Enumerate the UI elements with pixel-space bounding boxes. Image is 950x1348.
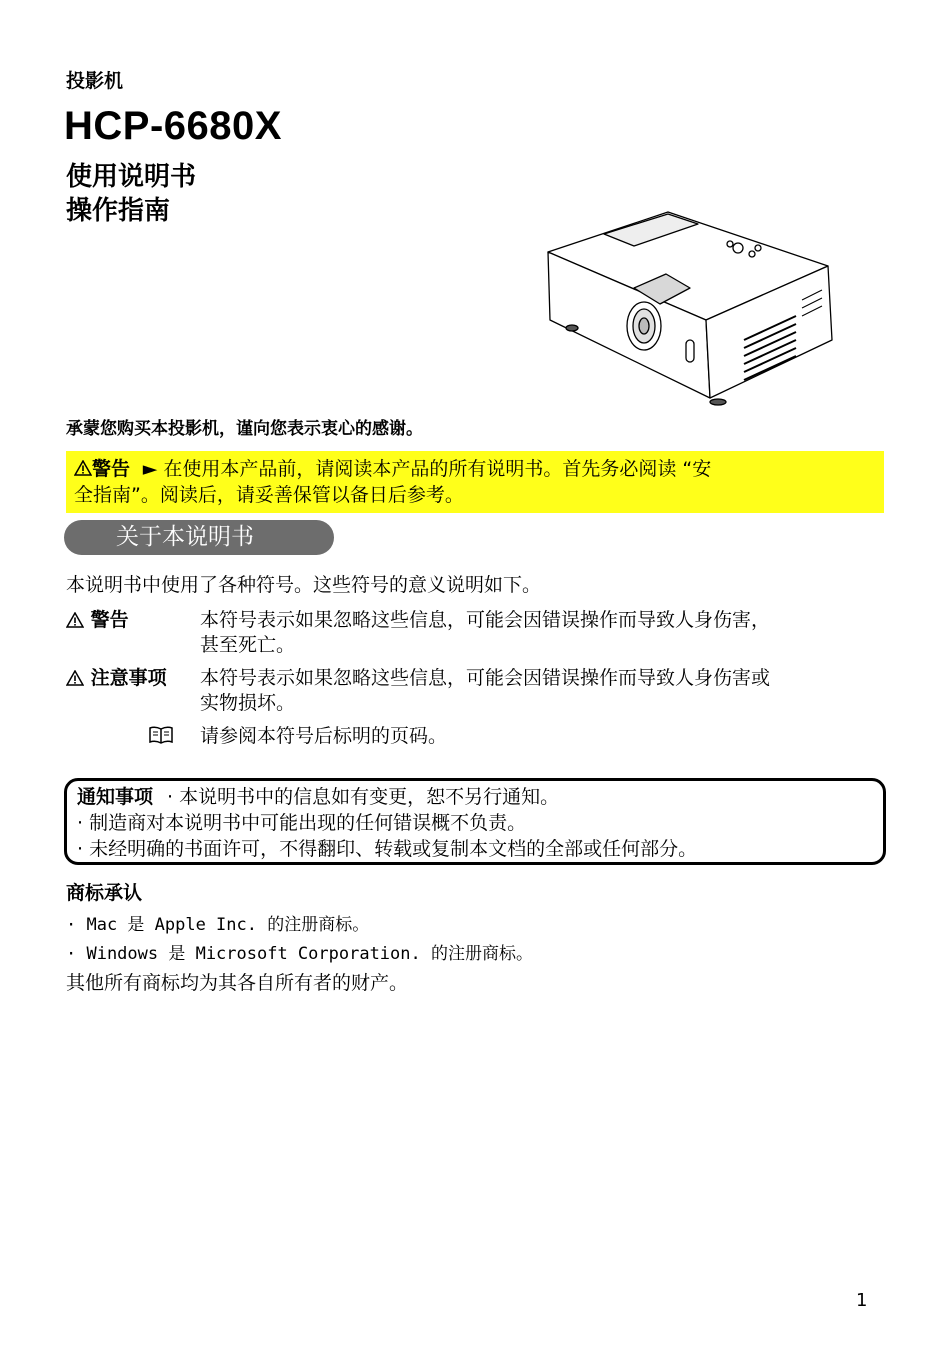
symbol-desc-line-1: 请参阅本符号后标明的页码。: [200, 725, 448, 747]
warning-tag-label: 警告: [92, 458, 131, 480]
warning-triangle-icon: [74, 460, 92, 476]
trademark-item: · Windows 是 Microsoft Corporation. 的注册商标。: [66, 944, 533, 964]
warning-triangle-icon: [66, 670, 84, 686]
symbol-row-caution: [66, 666, 896, 718]
notice-line-3: · 未经明确的书面许可，不得翻印、转载或复制本文档的全部或任何部分。: [77, 838, 698, 860]
symbol-description: [200, 724, 890, 749]
symbol-key-warning: [66, 608, 196, 633]
warning-triangle-icon: [66, 612, 84, 628]
thank-you-message: 承蒙您购买本投影机，谨向您表示衷心的感谢。: [66, 419, 423, 439]
trademarks-closing: 其他所有商标均为其各自所有者的财产。: [66, 972, 409, 994]
notice-tag: 通知事项: [77, 786, 154, 808]
symbols-intro: 本说明书中使用了各种符号。这些符号的意义说明如下。: [66, 574, 542, 596]
notice-line-1: · 本说明书中的信息如有变更，恕不另行通知。: [167, 786, 560, 808]
symbol-desc-line-1: 本符号表示如果忽略这些信息，可能会因错误操作而导致人身伤害或: [200, 667, 771, 689]
symbol-row-warning: [66, 608, 896, 660]
symbol-description: [200, 608, 890, 658]
symbol-desc-line-1: 本符号表示如果忽略这些信息，可能会因错误操作而导致人身伤害，: [200, 609, 771, 631]
page-number: 1: [856, 1290, 868, 1311]
section-heading-about: 关于本说明书: [64, 520, 334, 555]
notice-box: [64, 778, 886, 865]
book-icon: [148, 725, 174, 745]
symbol-key-label: 警告: [90, 609, 129, 631]
notice-line-2: · 制造商对本说明书中可能出现的任何错误概不负责。: [77, 812, 527, 834]
product-category: 投影机: [66, 70, 124, 92]
symbol-key-book: [148, 724, 188, 749]
symbol-desc-line-2: 甚至死亡。: [200, 634, 296, 656]
symbol-row-page-reference: [66, 724, 896, 752]
title-line-2: 操作指南: [66, 196, 171, 226]
model-number: HCP-6680X: [64, 104, 282, 148]
title-line-1: 使用说明书: [66, 162, 197, 192]
trademarks-heading: 商标承认: [66, 882, 143, 904]
symbol-key-label: 注意事项: [90, 667, 167, 689]
symbol-description: [200, 666, 890, 716]
warning-text-line-2: 全指南”。阅读后，请妥善保管以备日后参考。: [74, 484, 464, 506]
warning-tag: [74, 458, 137, 480]
symbol-key-caution: [66, 666, 196, 691]
projector-illustration: [540, 208, 840, 414]
symbol-desc-line-2: 实物损坏。: [200, 692, 296, 714]
trademark-item: · Mac 是 Apple Inc. 的注册商标。: [66, 915, 370, 935]
document-title: [66, 160, 196, 228]
warning-text-line-1: ► 在使用本产品前，请阅读本产品的所有说明书。首先务必阅读 “安: [142, 458, 712, 480]
safety-warning-box: [66, 451, 884, 513]
